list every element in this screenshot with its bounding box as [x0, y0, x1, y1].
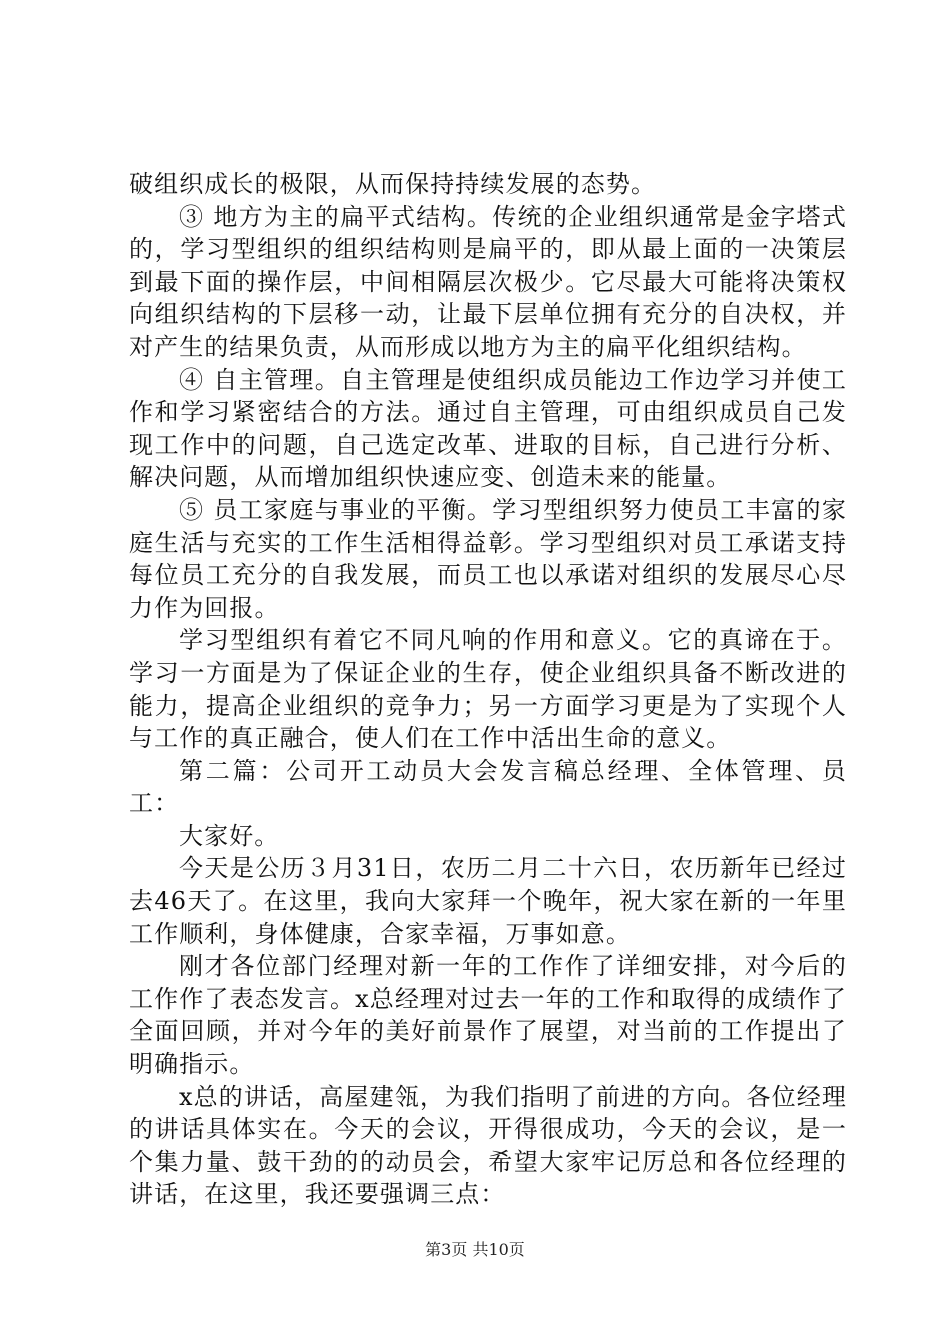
- paragraph-greeting: 大家好。: [179, 821, 280, 850]
- paragraph-date: 今天是公历３月31日，农历二月二十六日，农历新年已经过去46天了。在这里，我向大家拜一个晚年，祝大家在新的一年里工作顺利，身体健康，合家幸福，万事如意。: [129, 854, 847, 948]
- paragraph-emphasis: x总的讲话，高屋建瓴，为我们指明了前进的方向。各位经理的讲话具体实在。今天的会议，开得很成功，今天的会议，是一个集力量、鼓干劲的的动员会，希望大家牢记厉总和各位经理的讲话，在这里，我还要强调三点：: [129, 1082, 847, 1209]
- paragraph-continuation: 破组织成长的极限，从而保持持续发展的态势。: [129, 170, 657, 198]
- paragraph-learning-organization-meaning: 学习型组织有着它不同凡响的作用和意义。它的真谛在于。学习一方面是为了保证企业的生存，使企业组织具备不断改进的能力，提高企业组织的竞争力；另一方面学习更是为了实现个人与工作的真正融合，使人们在工作中活出生命的意义。: [129, 626, 847, 753]
- paragraph-family-career-balance: ⑤ 员工家庭与事业的平衡。学习型组织努力使员工丰富的家庭生活与充实的工作生活相得益彰。学习型组织对员工承诺支持每位员工充分的自我发展，而员工也以承诺对组织的发展尽心尽力作为回报。: [129, 495, 847, 622]
- paragraph-flat-structure: ③ 地方为主的扁平式结构。传统的企业组织通常是金字塔式的，学习型组织的组织结构则是扁平的，即从最上面的一决策层到最下面的操作层，中间相隔层次极少。它尽最大可能将决策权向组织结构的下层移一动，让最下层单位拥有充分的自决权，并对产生的结果负责，从而形成以地方为主的扁平化组织结构。: [129, 202, 847, 361]
- paragraph-second-article-heading: 第二篇：公司开工动员大会发言稿总经理、全体管理、员工：: [129, 756, 847, 818]
- page-number-footer: 第3页 共10页: [425, 1240, 525, 1259]
- document-body: [129, 168, 847, 1211]
- paragraph-self-management: ④ 自主管理。自主管理是使组织成员能边工作边学习并使工作和学习紧密结合的方法。通过自主管理，可由组织成员自己发现工作中的问题，自己选定改革、进取的目标，自己进行分析、解决问题，从而增加组织快速应变、创造未来的能量。: [129, 365, 847, 492]
- paragraph-review: 刚才各位部门经理对新一年的工作作了详细安排，对今后的工作作了表态发言。x总经理对过去一年的工作和取得的成绩作了全面回顾，并对今年的美好前景作了展望，对当前的工作提出了明确指示。: [129, 952, 847, 1079]
